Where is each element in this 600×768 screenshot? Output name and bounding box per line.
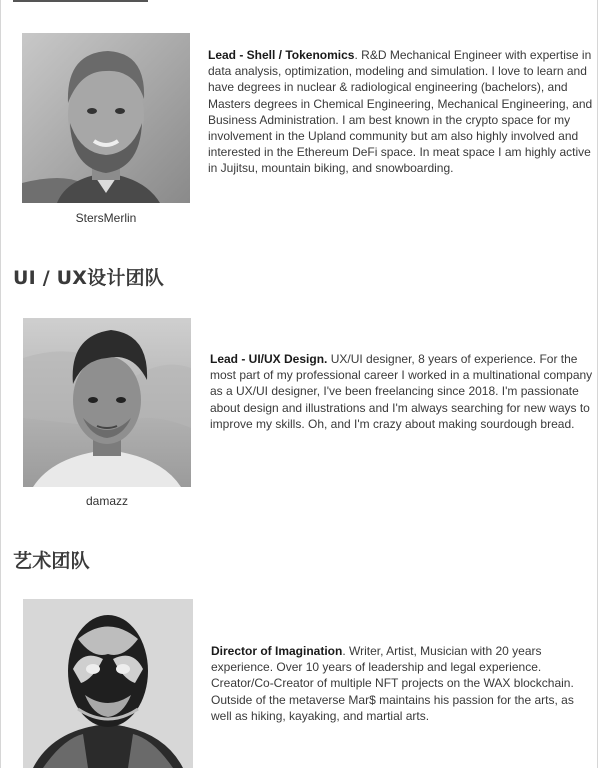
section-title-uiux: UI / UX设计团队 — [13, 267, 164, 289]
member-name: StersMerlin — [75, 211, 137, 225]
member-bio-text: R&D Mechanical Engineer with expertise in data analysis, optimization, modeling and simulation. I love to learn and have degrees in nuclear & radiological engineering (bachelors), and Masters degrees in Chemical Engineering, Mechanical Engineering, and Business Administration. I am best known in the crypto space for my involvement in the Upland community but am also highly involved and interested in the Ethereum DeFi space. In meat space I am highly active in Jujitsu, mountain biking, and snowboarding. — [208, 48, 593, 176]
member-name: damazz — [85, 494, 129, 508]
member-bio-text: UX/UI designer, 8 years of experience. For the most part of my professional career I worked in a multinational company as a UX/UI designer, I've been freelancing since 2018. I'm passionate about design and illustrations and I'm always searching for new ways to improve my skills. Oh, and I'm crazy about making sourdough bread. — [210, 352, 593, 431]
clipped-section-heading — [13, 0, 153, 2]
member-bio-text: Writer, Artist, Musician with 20 years experience. Over 10 years of leadership and legal experience. Creator/Co-Creator of multiple NFT projects on the WAX blockchain. Outside of the metaverse Mar$ maintains his passion for the arts, as well as hiking, kayaking, and martial arts. — [211, 644, 574, 723]
member-photo-damazz — [23, 318, 191, 487]
member-bio — [211, 643, 595, 724]
member-role: Director of Imagination — [211, 644, 343, 658]
role-punctuation: . — [342, 644, 346, 658]
member-role: Lead - Shell / Tokenomics — [208, 48, 355, 62]
member-role: Lead - UI/UX Design. — [210, 352, 328, 366]
member-bio — [210, 351, 596, 432]
member-photo-stersmerlin — [22, 33, 190, 203]
role-punctuation: . — [354, 48, 358, 62]
member-bio — [208, 47, 594, 177]
member-photo-director — [23, 599, 193, 768]
section-title-art: 艺术团队 — [13, 550, 90, 572]
